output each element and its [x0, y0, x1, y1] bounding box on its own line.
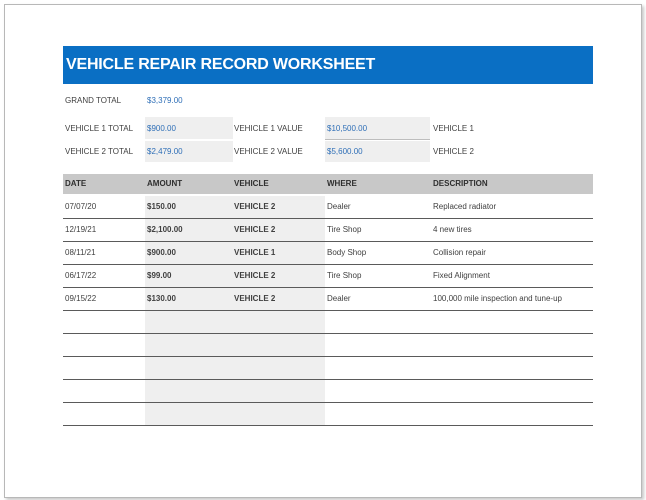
- cell-vehicle[interactable]: VEHICLE 2: [234, 294, 276, 303]
- cell-vehicle[interactable]: VEHICLE 1: [234, 248, 276, 257]
- v1-value-label: VEHICLE 1 VALUE: [234, 124, 303, 133]
- cell-amount[interactable]: $130.00: [147, 294, 176, 303]
- cell-amount[interactable]: $900.00: [147, 248, 176, 257]
- cell-description[interactable]: Fixed Alignment: [433, 271, 490, 280]
- cell-description[interactable]: Replaced radiator: [433, 202, 497, 211]
- grand-total-value[interactable]: $3,379.00: [147, 96, 183, 105]
- table-row: [63, 380, 593, 403]
- v1-value-value[interactable]: $10,500.00: [327, 124, 368, 133]
- cell-description[interactable]: 100,000 mile inspection and tune-up: [433, 294, 562, 303]
- cell-amount[interactable]: $150.00: [147, 202, 176, 211]
- row-shade: [145, 403, 325, 426]
- table-row: [63, 403, 593, 426]
- v2-value-label: VEHICLE 2 VALUE: [234, 147, 303, 156]
- cell-vehicle[interactable]: VEHICLE 2: [234, 225, 276, 234]
- row-shade: [145, 311, 325, 334]
- cell-date[interactable]: 12/19/21: [65, 225, 97, 234]
- v2-name[interactable]: VEHICLE 2: [433, 147, 474, 156]
- row-shade: [145, 334, 325, 357]
- header-amount: AMOUNT: [147, 179, 183, 188]
- v2-total-value[interactable]: $2,479.00: [147, 147, 183, 156]
- cell-description[interactable]: 4 new tires: [433, 225, 472, 234]
- cell-vehicle[interactable]: VEHICLE 2: [234, 202, 276, 211]
- v1-name[interactable]: VEHICLE 1: [433, 124, 474, 133]
- cell-where[interactable]: Dealer: [327, 294, 351, 303]
- grand-total-label: GRAND TOTAL: [65, 96, 122, 105]
- table-row: [63, 334, 593, 357]
- worksheet-title: VEHICLE REPAIR RECORD WORKSHEET: [63, 46, 593, 84]
- table-row: [63, 288, 593, 311]
- table-row: [63, 265, 593, 288]
- header-description: DESCRIPTION: [433, 179, 488, 188]
- header-date: DATE: [65, 179, 87, 188]
- cell-amount[interactable]: $99.00: [147, 271, 172, 280]
- v1-value-underline: [325, 139, 430, 140]
- v2-value-value[interactable]: $5,600.00: [327, 147, 363, 156]
- table-row: [63, 196, 593, 219]
- table-row: [63, 311, 593, 334]
- cell-description[interactable]: Collision repair: [433, 248, 486, 257]
- cell-date[interactable]: 06/17/22: [65, 271, 97, 280]
- row-shade: [145, 380, 325, 403]
- cell-date[interactable]: 07/07/20: [65, 202, 97, 211]
- v1-total-label: VEHICLE 1 TOTAL: [65, 124, 134, 133]
- table-header: [63, 174, 593, 194]
- v1-total-value[interactable]: $900.00: [147, 124, 176, 133]
- table-row: [63, 219, 593, 242]
- cell-amount[interactable]: $2,100.00: [147, 225, 183, 234]
- row-shade: [145, 357, 325, 380]
- cell-vehicle[interactable]: VEHICLE 2: [234, 271, 276, 280]
- cell-date[interactable]: 08/11/21: [65, 248, 96, 257]
- cell-date[interactable]: 09/15/22: [65, 294, 97, 303]
- table-row: [63, 242, 593, 265]
- header-vehicle: VEHICLE: [234, 179, 269, 188]
- v2-total-label: VEHICLE 2 TOTAL: [65, 147, 134, 156]
- cell-where[interactable]: Dealer: [327, 202, 351, 211]
- header-where: WHERE: [327, 179, 357, 188]
- cell-where[interactable]: Body Shop: [327, 248, 367, 257]
- row-divider: [63, 425, 593, 426]
- cell-where[interactable]: Tire Shop: [327, 225, 362, 234]
- table-row: [63, 357, 593, 380]
- cell-where[interactable]: Tire Shop: [327, 271, 362, 280]
